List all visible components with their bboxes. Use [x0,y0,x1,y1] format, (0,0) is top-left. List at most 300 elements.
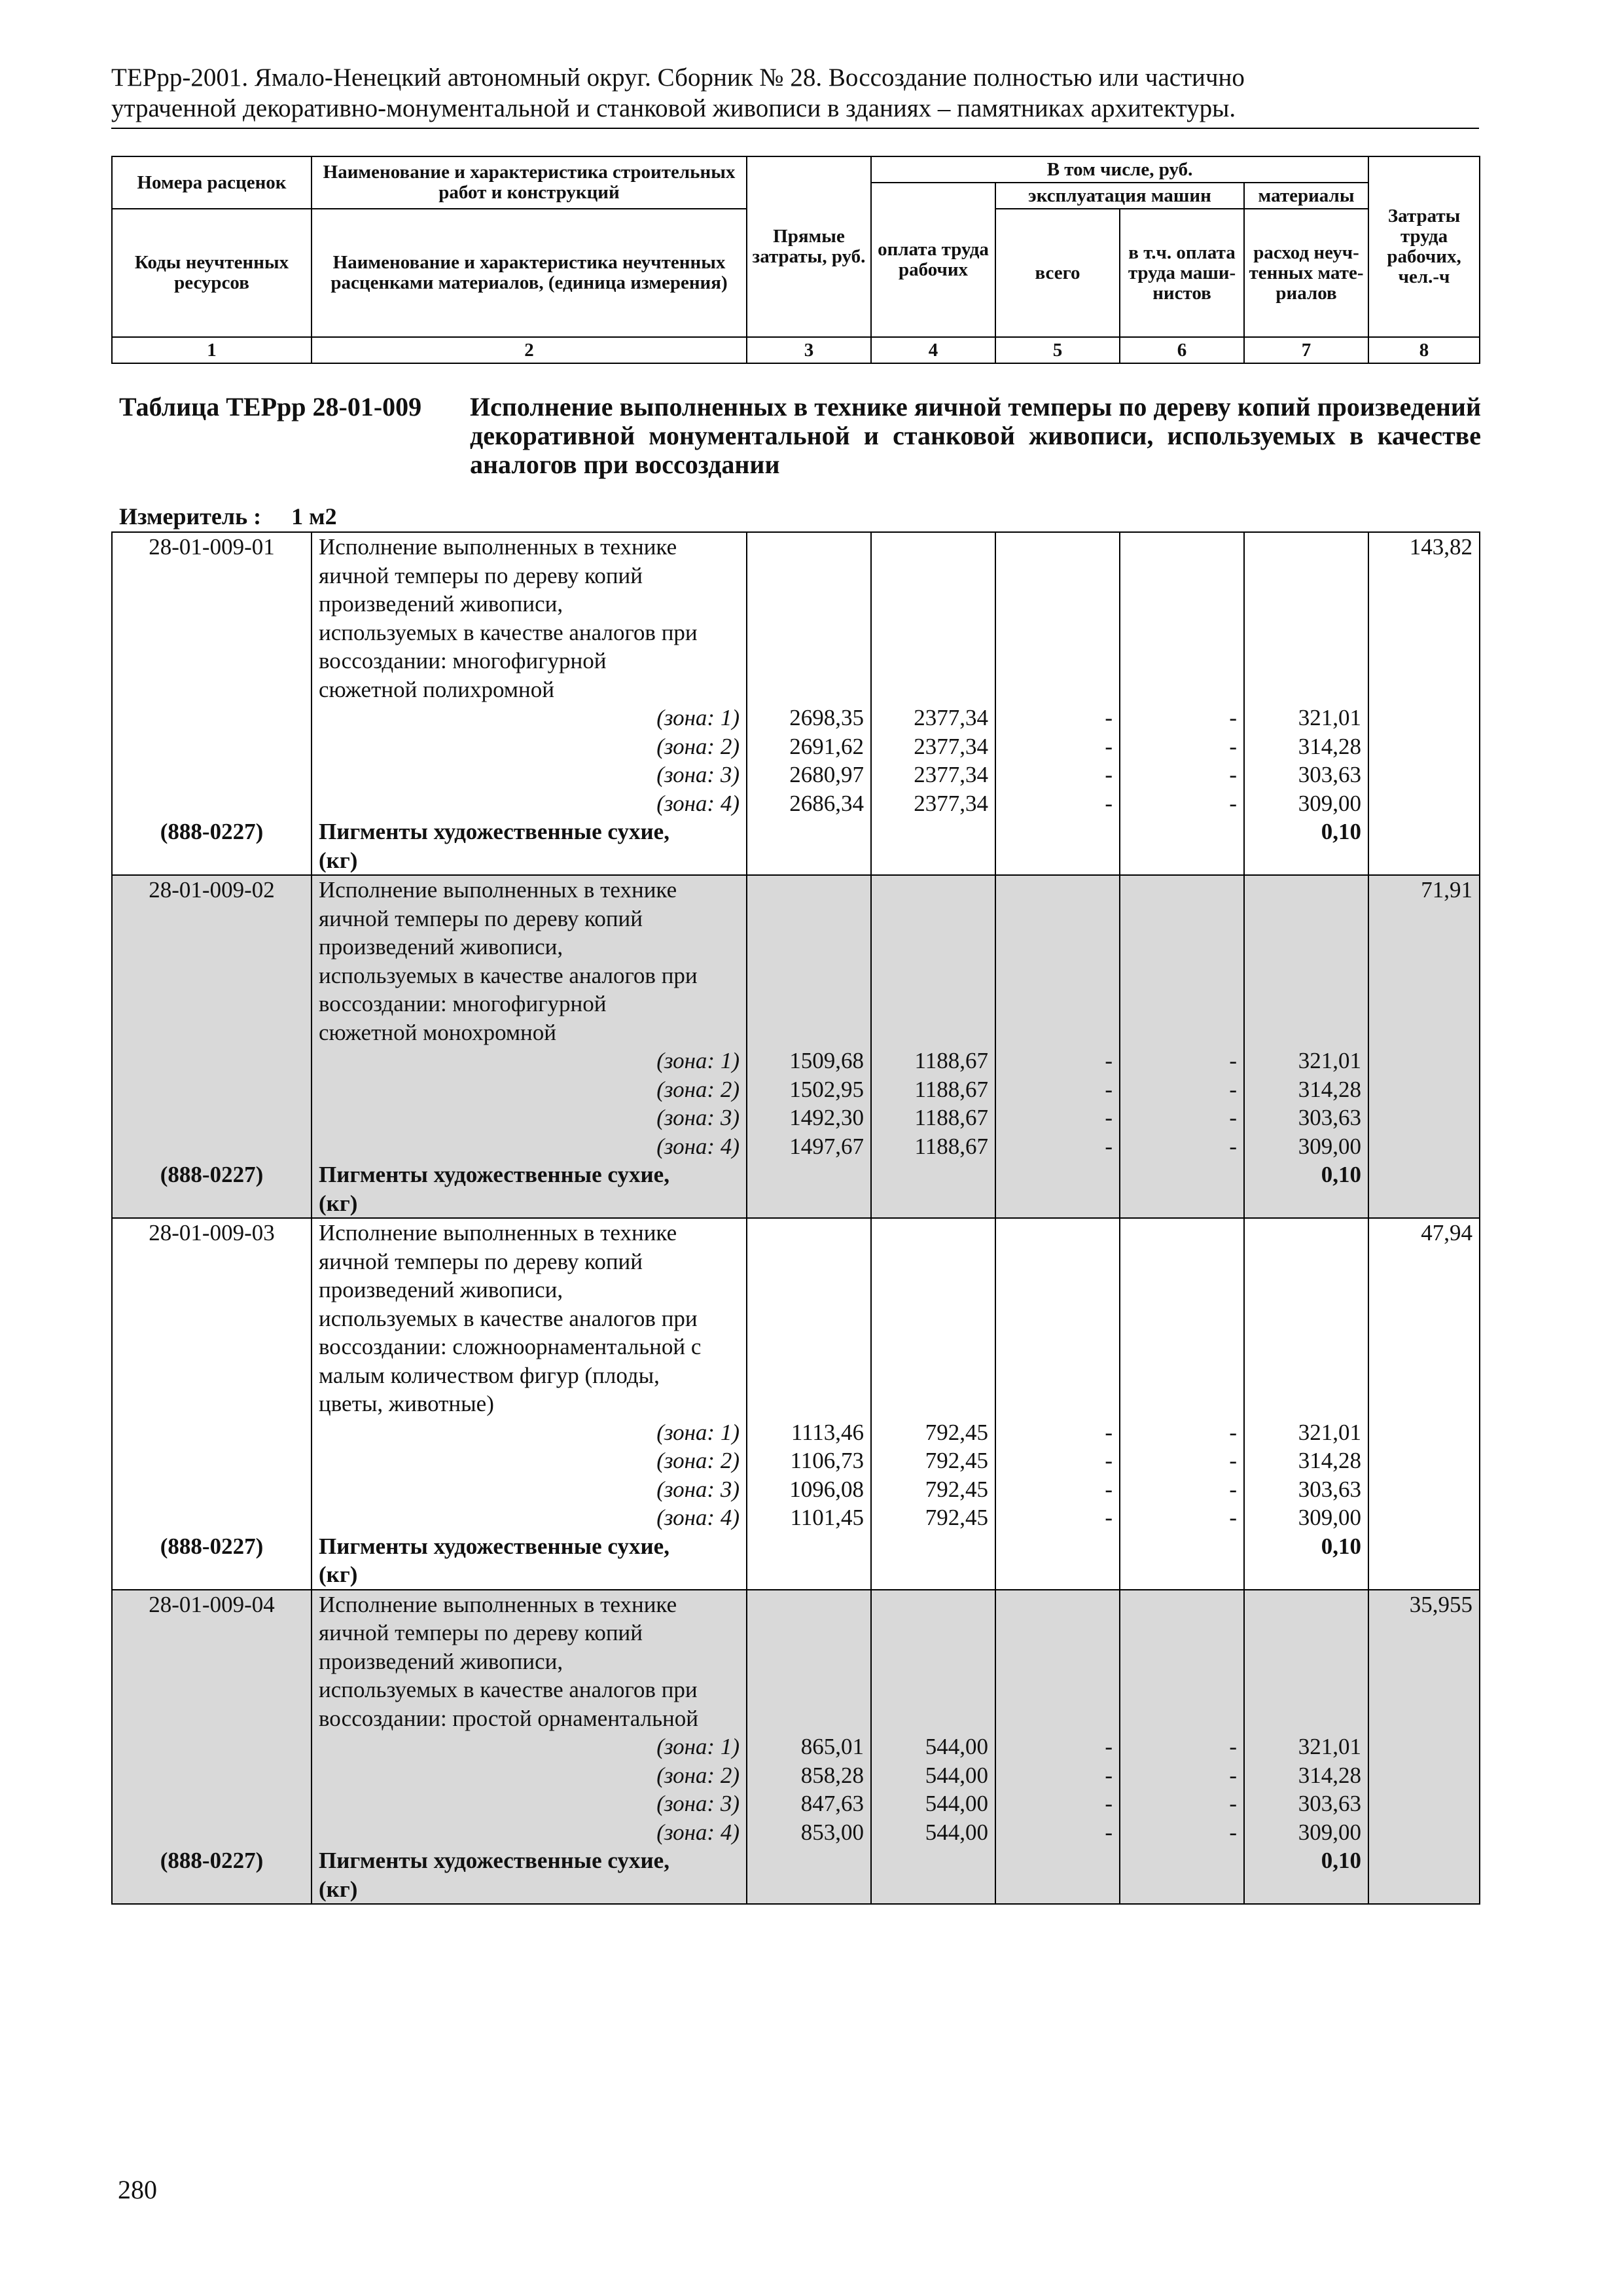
zone-direct-cost: 2686,34 [747,789,871,818]
header-materials: материалы [1244,183,1368,209]
empty-cell [112,1475,312,1504]
empty-cell [112,933,312,961]
rate-description-line: произведений живописи, [312,1276,747,1304]
rate-description-row [112,1276,1480,1304]
empty-cell [871,1590,995,1619]
zone-row [112,761,1480,789]
empty-cell [1368,1132,1480,1161]
zone-materials: 314,28 [1244,1761,1368,1790]
empty-cell [871,1676,995,1704]
empty-cell [747,1875,871,1905]
zone-machine-operator-pay: - [1120,1503,1244,1532]
zone-machine-total: - [995,1446,1120,1475]
empty-cell [112,1333,312,1361]
zone-row [112,732,1480,761]
resource-unit-row [112,1189,1480,1219]
empty-cell [1368,1189,1480,1219]
resource-amount: 0,10 [1244,1846,1368,1875]
zone-machine-operator-pay: - [1120,704,1244,732]
header-unaccounted-material-use: расход неуч- тенных мате- риалов [1244,209,1368,337]
zone-materials: 309,00 [1244,789,1368,818]
empty-cell [747,961,871,990]
empty-cell [995,590,1120,619]
empty-cell [747,532,871,562]
empty-cell [871,1619,995,1647]
zone-machine-operator-pay: - [1120,1075,1244,1104]
empty-cell [112,732,312,761]
empty-cell [1368,961,1480,990]
empty-cell [1368,761,1480,789]
empty-cell [747,875,871,905]
empty-cell [1120,961,1244,990]
empty-cell [112,704,312,732]
empty-cell [995,905,1120,933]
rates-table [111,531,1480,1905]
column-number: 5 [995,337,1120,363]
rate-code: 28-01-009-02 [112,875,312,905]
column-number: 3 [747,337,871,363]
empty-cell [112,1075,312,1104]
empty-cell [112,1047,312,1075]
rate-description-line: Исполнение выполненных в технике [312,1218,747,1247]
empty-cell [1368,1018,1480,1047]
header-including: В том числе, руб. [871,156,1368,183]
empty-cell [1120,1619,1244,1647]
empty-cell [1120,1390,1244,1418]
empty-cell [1368,905,1480,933]
empty-cell [1120,1333,1244,1361]
rate-description-line: произведений живописи, [312,1647,747,1676]
empty-cell [1120,675,1244,704]
resource-unit: (кг) [312,1560,747,1590]
empty-cell [1244,905,1368,933]
rate-description-row [112,1018,1480,1047]
empty-cell [747,590,871,619]
resource-name: Пигменты художественные сухие, [312,1532,747,1561]
empty-cell [1368,1103,1480,1132]
empty-cell [1368,1818,1480,1847]
empty-cell [995,532,1120,562]
zone-worker-pay: 792,45 [871,1503,995,1532]
measure-value: 1 м2 [291,503,337,529]
zone-worker-pay: 792,45 [871,1446,995,1475]
empty-cell [1368,1047,1480,1075]
empty-cell [1244,1218,1368,1247]
empty-cell [1120,1189,1244,1219]
zone-direct-cost: 1502,95 [747,1075,871,1104]
zone-materials: 309,00 [1244,1503,1368,1532]
empty-cell [871,1276,995,1304]
resource-name: Пигменты художественные сухие, [312,1160,747,1189]
empty-cell [995,1875,1120,1905]
empty-cell [871,1647,995,1676]
empty-cell [1244,990,1368,1018]
empty-cell [871,1875,995,1905]
resource-amount: 0,10 [1244,1532,1368,1561]
header-machine-operation: эксплуатация машин [995,183,1244,209]
empty-cell [112,1304,312,1333]
empty-cell [995,1333,1120,1361]
empty-cell [1244,1875,1368,1905]
empty-cell [747,846,871,876]
zone-label: (зона: 4) [312,1132,747,1161]
rate-code: 28-01-009-01 [112,532,312,562]
zone-direct-cost: 865,01 [747,1732,871,1761]
empty-cell [747,1018,871,1047]
zone-worker-pay: 2377,34 [871,761,995,789]
empty-cell [747,905,871,933]
zone-machine-operator-pay: - [1120,1047,1244,1075]
empty-cell [995,1189,1120,1219]
zone-machine-operator-pay: - [1120,761,1244,789]
empty-cell [747,647,871,675]
empty-cell [747,1333,871,1361]
zone-worker-pay: 2377,34 [871,789,995,818]
empty-cell [112,990,312,1018]
empty-cell [112,1189,312,1219]
empty-cell [1120,1276,1244,1304]
zone-label: (зона: 1) [312,1418,747,1447]
empty-cell [112,789,312,818]
zone-direct-cost: 1497,67 [747,1132,871,1161]
empty-cell [112,905,312,933]
rate-description-row [112,619,1480,647]
empty-cell [1368,675,1480,704]
zone-materials: 314,28 [1244,732,1368,761]
zone-machine-total: - [995,789,1120,818]
resource-unit-row [112,846,1480,876]
empty-cell [1120,1018,1244,1047]
empty-cell [1244,1018,1368,1047]
rate-description-row [112,1619,1480,1647]
empty-cell [871,1189,995,1219]
rate-code: 28-01-009-04 [112,1590,312,1619]
measure-unit [119,503,337,530]
empty-cell [1368,1704,1480,1733]
rate-labor-cost: 35,955 [1368,1590,1480,1619]
empty-cell [1368,1446,1480,1475]
empty-cell [1368,1418,1480,1447]
running-header-line-2: утраченной декоративно-монументальной и станковой живописи в зданиях – памятниках архитектуры. [111,94,1236,122]
empty-cell [995,1532,1120,1561]
zone-materials: 303,63 [1244,1789,1368,1818]
empty-cell [871,562,995,590]
empty-cell [1244,1590,1368,1619]
zone-worker-pay: 1188,67 [871,1075,995,1104]
empty-cell [747,933,871,961]
empty-cell [871,647,995,675]
zone-label: (зона: 3) [312,761,747,789]
zone-machine-operator-pay: - [1120,1818,1244,1847]
empty-cell [995,1276,1120,1304]
zone-row [112,1418,1480,1447]
rate-labor-cost: 47,94 [1368,1218,1480,1247]
zone-machine-operator-pay: - [1120,1761,1244,1790]
zone-row [112,1047,1480,1075]
rate-description-line: произведений живописи, [312,590,747,619]
header-machine-total: всего [995,209,1120,337]
empty-cell [747,1304,871,1333]
empty-cell [747,1532,871,1561]
zone-row [112,1075,1480,1104]
empty-cell [747,619,871,647]
resource-name: Пигменты художественные сухие, [312,817,747,846]
empty-cell [871,675,995,704]
zone-direct-cost: 853,00 [747,1818,871,1847]
zone-direct-cost: 1492,30 [747,1103,871,1132]
empty-cell [1368,990,1480,1018]
column-number: 8 [1368,337,1480,363]
empty-cell [1244,1560,1368,1590]
rate-description-row [112,875,1480,905]
empty-cell [1368,1846,1480,1875]
column-number: 4 [871,337,995,363]
empty-cell [995,961,1120,990]
column-number: 1 [112,337,312,363]
empty-cell [1244,1333,1368,1361]
empty-cell [1244,619,1368,647]
empty-cell [747,990,871,1018]
rate-description-line: Исполнение выполненных в технике [312,532,747,562]
zone-worker-pay: 1188,67 [871,1132,995,1161]
zone-row [112,1446,1480,1475]
empty-cell [1244,875,1368,905]
rate-description-row [112,1304,1480,1333]
empty-cell [747,1619,871,1647]
header-machine-operator-pay: в т.ч. оплата труда маши- нистов [1120,209,1244,337]
empty-cell [1368,1560,1480,1590]
zone-materials: 321,01 [1244,1047,1368,1075]
empty-cell [112,1875,312,1905]
rate-description-line: Исполнение выполненных в технике [312,1590,747,1619]
empty-cell [1368,590,1480,619]
zone-direct-cost: 847,63 [747,1789,871,1818]
resource-row [112,1160,1480,1189]
empty-cell [1120,846,1244,876]
empty-cell [871,1361,995,1390]
empty-cell [995,1390,1120,1418]
zone-row [112,789,1480,818]
empty-cell [1244,1619,1368,1647]
empty-cell [1368,1247,1480,1276]
running-header-line-1: ТЕРрр-2001. Ямало-Ненецкий автономный округ. Сборник № 28. Воссоздание полностью или частично [111,63,1245,92]
rate-description-row [112,1590,1480,1619]
empty-cell [871,532,995,562]
empty-cell [112,1818,312,1847]
rate-description-line: яичной темперы по дереву копий [312,905,747,933]
zone-worker-pay: 544,00 [871,1732,995,1761]
rate-description-row [112,590,1480,619]
zone-label: (зона: 2) [312,732,747,761]
empty-cell [871,1560,995,1590]
empty-cell [747,1189,871,1219]
zone-label: (зона: 3) [312,1103,747,1132]
empty-cell [1120,990,1244,1018]
rate-code: 28-01-009-03 [112,1218,312,1247]
empty-cell [995,1160,1120,1189]
zone-materials: 321,01 [1244,1418,1368,1447]
empty-cell [1368,1361,1480,1390]
empty-cell [1120,1676,1244,1704]
empty-cell [871,590,995,619]
empty-cell [112,562,312,590]
empty-cell [995,647,1120,675]
empty-cell [871,1018,995,1047]
zone-materials: 303,63 [1244,1103,1368,1132]
rate-description-line: используемых в качестве аналогов при [312,1304,747,1333]
empty-cell [1244,1676,1368,1704]
rate-description-line: воссоздании: многофигурной [312,990,747,1018]
rate-description-row [112,1361,1480,1390]
empty-cell [1120,933,1244,961]
rate-description-row [112,990,1480,1018]
empty-cell [1368,1647,1480,1676]
empty-cell [871,1247,995,1276]
empty-cell [871,1160,995,1189]
empty-cell [995,846,1120,876]
empty-cell [1120,1590,1244,1619]
empty-cell [871,961,995,990]
zone-worker-pay: 2377,34 [871,704,995,732]
measure-label: Измеритель : [119,503,262,529]
empty-cell [747,675,871,704]
empty-cell [112,1676,312,1704]
empty-cell [112,1503,312,1532]
rate-description-row [112,1218,1480,1247]
zone-worker-pay: 792,45 [871,1475,995,1504]
empty-cell [1368,647,1480,675]
zone-machine-total: - [995,704,1120,732]
zone-machine-operator-pay: - [1120,789,1244,818]
empty-cell [871,1846,995,1875]
zone-materials: 309,00 [1244,1818,1368,1847]
empty-cell [871,1333,995,1361]
zone-direct-cost: 2698,35 [747,704,871,732]
empty-cell [112,761,312,789]
empty-cell [1120,1704,1244,1733]
empty-cell [995,1590,1120,1619]
zone-row [112,1761,1480,1790]
header-worker-pay: оплата труда рабочих [871,183,995,337]
rate-description-line: используемых в качестве аналогов при [312,1676,747,1704]
empty-cell [1244,1647,1368,1676]
empty-cell [871,1532,995,1561]
empty-cell [747,1647,871,1676]
zone-direct-cost: 1113,46 [747,1418,871,1447]
zone-row [112,1132,1480,1161]
zone-direct-cost: 2691,62 [747,732,871,761]
empty-cell [112,1446,312,1475]
empty-cell [1244,1704,1368,1733]
zone-materials: 314,28 [1244,1446,1368,1475]
empty-cell [871,817,995,846]
empty-cell [112,1276,312,1304]
rate-description-row [112,1390,1480,1418]
column-number: 6 [1120,337,1244,363]
header-material-name: Наименование и характеристика неучтенных расценками материалов, (единица измерения) [312,209,747,337]
rate-description-row [112,1247,1480,1276]
empty-cell [1120,1846,1244,1875]
rate-description-row [112,1333,1480,1361]
resource-code: (888-0227) [112,1846,312,1875]
column-header-table [111,156,1480,364]
rate-description-row [112,532,1480,562]
empty-cell [1120,1160,1244,1189]
header-work-name: Наименование и характеристика строительных работ и конструкций [312,156,747,209]
zone-row [112,1789,1480,1818]
zone-direct-cost: 1106,73 [747,1446,871,1475]
empty-cell [995,1560,1120,1590]
zone-label: (зона: 3) [312,1475,747,1504]
zone-worker-pay: 544,00 [871,1818,995,1847]
empty-cell [747,817,871,846]
empty-cell [112,846,312,876]
zone-direct-cost: 1096,08 [747,1475,871,1504]
empty-cell [1244,532,1368,562]
empty-cell [1244,562,1368,590]
empty-cell [1368,933,1480,961]
empty-cell [747,1247,871,1276]
empty-cell [1120,875,1244,905]
resource-code: (888-0227) [112,817,312,846]
empty-cell [1368,704,1480,732]
empty-cell [1120,562,1244,590]
resource-amount: 0,10 [1244,1160,1368,1189]
rate-description-row [112,647,1480,675]
rate-description-row [112,675,1480,704]
empty-cell [1368,732,1480,761]
empty-cell [747,1846,871,1875]
empty-cell [871,846,995,876]
empty-cell [1368,789,1480,818]
zone-row [112,1103,1480,1132]
zone-worker-pay: 792,45 [871,1418,995,1447]
empty-cell [112,1361,312,1390]
empty-cell [1120,590,1244,619]
empty-cell [112,1761,312,1790]
zone-direct-cost: 1509,68 [747,1047,871,1075]
resource-code: (888-0227) [112,1532,312,1561]
empty-cell [1244,933,1368,961]
empty-cell [747,1704,871,1733]
rate-description-line: цветы, животные) [312,1390,747,1418]
resource-row [112,1846,1480,1875]
zone-machine-total: - [995,1047,1120,1075]
empty-cell [871,1390,995,1418]
empty-cell [1368,1761,1480,1790]
empty-cell [995,875,1120,905]
empty-cell [1368,1619,1480,1647]
rate-description-line: малым количеством фигур (плоды, [312,1361,747,1390]
empty-cell [1368,1875,1480,1905]
zone-machine-total: - [995,1075,1120,1104]
zone-machine-total: - [995,1475,1120,1504]
zone-label: (зона: 1) [312,1732,747,1761]
empty-cell [871,1304,995,1333]
empty-cell [995,619,1120,647]
empty-cell [1368,1475,1480,1504]
zone-row [112,1818,1480,1847]
empty-cell [995,1018,1120,1047]
zone-machine-operator-pay: - [1120,1789,1244,1818]
empty-cell [871,1704,995,1733]
zone-row [112,1503,1480,1532]
empty-cell [995,1304,1120,1333]
empty-cell [1120,619,1244,647]
rate-description-line: сюжетной монохромной [312,1018,747,1047]
empty-cell [1120,1875,1244,1905]
empty-cell [747,1361,871,1390]
